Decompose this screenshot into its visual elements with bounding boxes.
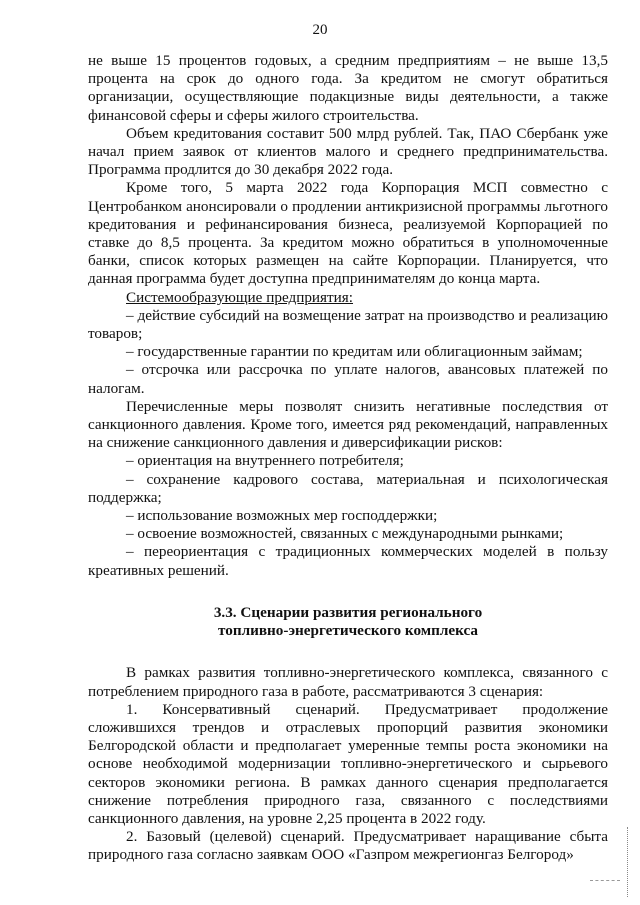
list-item: – сохранение кадрового состава, материальная и психологическая поддержка; (88, 470, 608, 506)
section-heading-line: топливно-энергетического комплекса (217, 622, 479, 640)
section-label (88, 289, 608, 307)
scenario-paragraph: 2. Базовый (целевой) сценарий. Предусматривает наращивание сбыта природного газа согласно заявкам ООО «Газпром межрегионгаз Белгород» (88, 828, 608, 864)
scenario-paragraph: 1. Консервативный сценарий. Предусматривает продолжение сложившихся трендов и отраслевых пропорций развития экономики Белгородской области и предполагает умеренные темпы роста экономики на основе необходимой модернизации топливно-энергетического и сырьевого секторов экономики региона. В рамках данного сценария предполагается снижение потребления природного газа, связанного с последствиями санкционного давления, на уровне 2,25 процента в 2022 году. (88, 700, 608, 827)
list-item: – ориентация на внутреннего потребителя; (126, 452, 404, 470)
list-item: – отсрочка или рассрочка по уплате налогов, авансовых платежей по налогам. (88, 361, 608, 397)
paragraph: Перечисленные меры позволят снизить негативные последствия от санкционного давления. Кроме того, имеется ряд рекомендаций, направленных на снижение санкционного давления и диверсификации рисков: (88, 397, 608, 452)
list-item: – освоение возможностей, связанных с международными рынками; (126, 525, 564, 543)
paragraph: Кроме того, 5 марта 2022 года Корпорация МСП совместно с Центробанком анонсировали о продлении антикризисной программы льготного кредитования и рефинансирования бизнеса, реализуемой Корпорацией по ставке до 8,5 процента. За кредитом можно обратиться в уполномоченные банки, список которых размещен на сайте Корпорации. Планируется, что данная программа будет доступна предпринимателям до конца марта. (88, 179, 608, 288)
list-item: – переориентация с традиционных коммерческих моделей в пользу креативных решений. (88, 543, 608, 579)
list-item: – государственные гарантии по кредитам или облигационным займам; (126, 343, 583, 361)
paragraph: не выше 15 процентов годовых, а средним предприятиям – не выше 13,5 процента на срок до одного года. За кредитом не смогут обратиться организации, осуществляющие подакцизные виды деятельности, а также финансовой сферы и сферы жилого строительства. (88, 52, 608, 124)
scan-artifact (627, 827, 634, 897)
list-item: – использование возможных мер господдержки; (126, 507, 438, 525)
paragraph: Объем кредитования составит 500 млрд рублей. Так, ПАО Сбербанк уже начал прием заявок от клиентов малого и среднего предпринимательства. Программа продлится до 30 декабря 2022 года. (88, 124, 608, 179)
paragraph: В рамках развития топливно-энергетического комплекса, связанного с потреблением природного газа в работе, рассматриваются 3 сценария: (88, 664, 608, 700)
page-number: 20 (312, 22, 328, 38)
section-label-text: Системообразующие предприятия: (126, 288, 354, 306)
scan-artifact (590, 880, 620, 883)
list-item: – действие субсидий на возмещение затрат на производство и реализацию товаров; (88, 306, 608, 343)
document-body (88, 52, 608, 865)
section-heading (88, 604, 608, 640)
section-heading-line: 3.3. Сценарии развития регионального (213, 603, 483, 621)
